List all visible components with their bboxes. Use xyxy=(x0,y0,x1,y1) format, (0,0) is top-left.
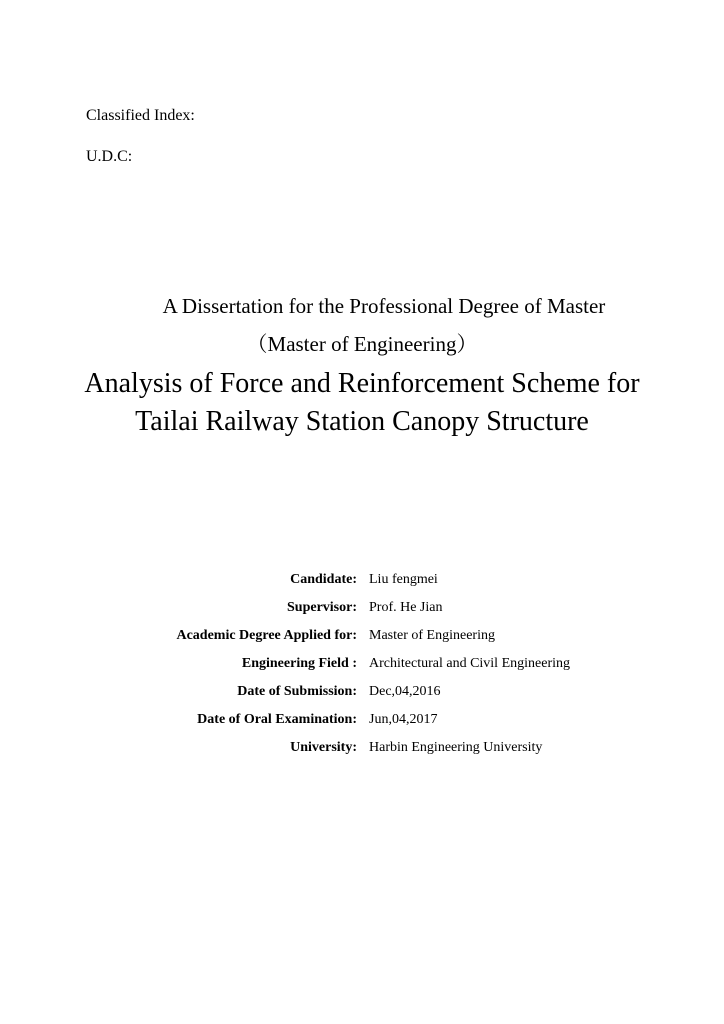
info-label: Candidate: xyxy=(290,572,357,587)
info-label: Date of Submission: xyxy=(237,684,357,699)
info-row-university xyxy=(0,736,724,764)
candidate-info-block xyxy=(0,568,724,764)
info-row-supervisor xyxy=(0,596,724,624)
info-label: Supervisor: xyxy=(287,600,357,615)
info-value: Master of Engineering xyxy=(369,628,495,643)
info-label: University: xyxy=(290,740,357,755)
info-label: Academic Degree Applied for: xyxy=(176,628,357,643)
info-label: Date of Oral Examination: xyxy=(197,712,357,727)
degree-heading: A Dissertation for the Professional Degree of Master xyxy=(162,294,606,318)
info-row-candidate xyxy=(0,568,724,596)
dissertation-title-line-2: Tailai Railway Station Canopy Structure xyxy=(135,406,589,437)
info-row-academic-degree xyxy=(0,624,724,652)
info-row-engineering-field xyxy=(0,652,724,680)
info-value: Jun,04,2017 xyxy=(369,712,438,727)
info-value: Architectural and Civil Engineering xyxy=(369,656,570,671)
info-label: Engineering Field : xyxy=(241,656,357,671)
degree-subheading: （Master of Engineering） xyxy=(246,332,478,356)
udc-label: U.D.C: xyxy=(86,148,133,165)
dissertation-title-line-1: Analysis of Force and Reinforcement Scheme for xyxy=(84,368,640,399)
info-value: Dec,04,2016 xyxy=(369,684,441,699)
info-value: Prof. He Jian xyxy=(369,600,443,615)
info-value: Liu fengmei xyxy=(369,572,438,587)
info-value: Harbin Engineering University xyxy=(369,740,543,755)
info-row-date-of-oral-examination xyxy=(0,708,724,736)
classified-index-label: Classified Index: xyxy=(86,107,195,124)
info-row-date-of-submission xyxy=(0,680,724,708)
